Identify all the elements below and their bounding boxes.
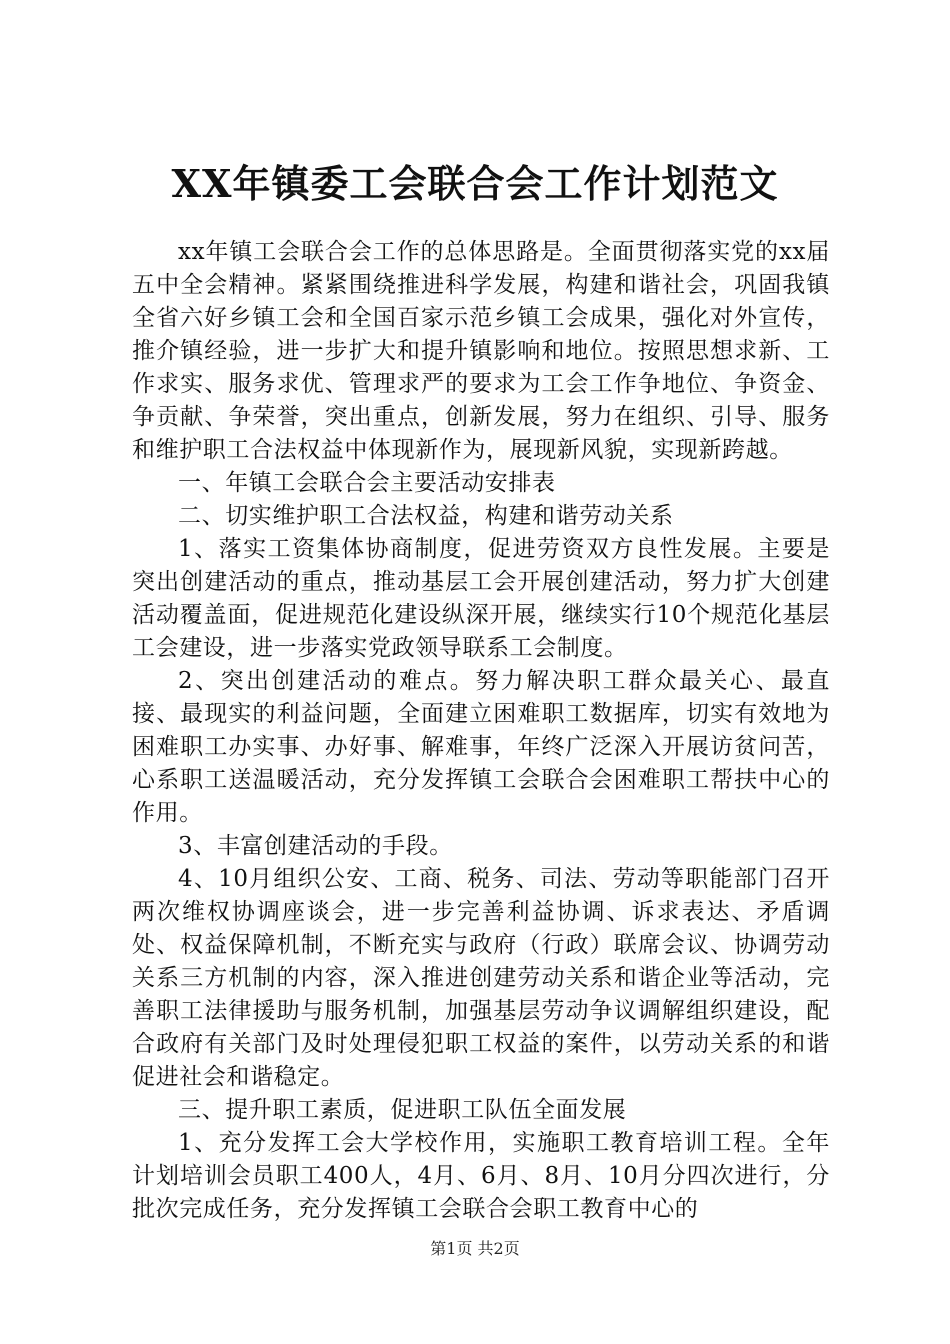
document-body [132, 236, 830, 1226]
paragraph-item-2-2: 2、突出创建活动的难点。努力解决职工群众最关心、最直接、最现实的利益问题，全面建立困难职工数据库，切实有效地为困难职工办实事、办好事、解难事，年终广泛深入开展访贫问苦，心系职工送温暖活动，充分发挥镇工会联合会困难职工帮扶中心的作用。 [132, 668, 830, 826]
paragraph-item-2-3: 3、丰富创建活动的手段。 [178, 833, 453, 859]
paragraph-item-3-1: 1、充分发挥工会大学校作用，实施职工教育培训工程。全年计划培训会员职工400人，4月、6月、8月、10月分四次进行，分批次完成任务，充分发挥镇工会联合会职工教育中心的 [132, 1130, 830, 1222]
paragraph-item-2-4: 4、10月组织公安、工商、税务、司法、劳动等职能部门召开两次维权协调座谈会，进一步完善利益协调、诉求表达、矛盾调处、权益保障机制，不断充实与政府（行政）联席会议、协调劳动关系三方机制的内容，深入推进创建劳动关系和谐企业等活动，完善职工法律援助与服务机制，加强基层劳动争议调解组织建设，配合政府有关部门及时处理侵犯职工权益的案件，以劳动关系的和谐促进社会和谐稳定。 [132, 866, 830, 1090]
paragraph-item-2-1: 1、落实工资集体协商制度，促进劳资双方良性发展。主要是突出创建活动的重点，推动基层工会开展创建活动，努力扩大创建活动覆盖面，促进规范化建设纵深开展，继续实行10个规范化基层工会建设，进一步落实党政领导联系工会制度。 [132, 536, 830, 661]
heading-section-2: 二、切实维护职工合法权益，构建和谐劳动关系 [178, 503, 674, 529]
document-title: XX年镇委工会联合会工作计划范文 [171, 161, 779, 206]
heading-section-1: 一、年镇工会联合会主要活动安排表 [178, 470, 556, 496]
paragraph-intro: xx年镇工会联合会工作的总体思路是。全面贯彻落实党的xx届五中全会精神。紧紧围绕推进科学发展，构建和谐社会，巩固我镇全省六好乡镇工会和全国百家示范乡镇工会成果，强化对外宣传，推介镇经验，进一步扩大和提升镇影响和地位。按照思想求新、工作求实、服务求优、管理求严的要求为工会工作争地位、争资金、争贡献、争荣誉，突出重点，创新发展，努力在组织、引导、服务和维护职工合法权益中体现新作为，展现新风貌，实现新跨越。 [132, 239, 830, 463]
heading-section-3: 三、提升职工素质，促进职工队伍全面发展 [178, 1097, 627, 1123]
page-footer: 第1页 共2页 [430, 1239, 520, 1258]
